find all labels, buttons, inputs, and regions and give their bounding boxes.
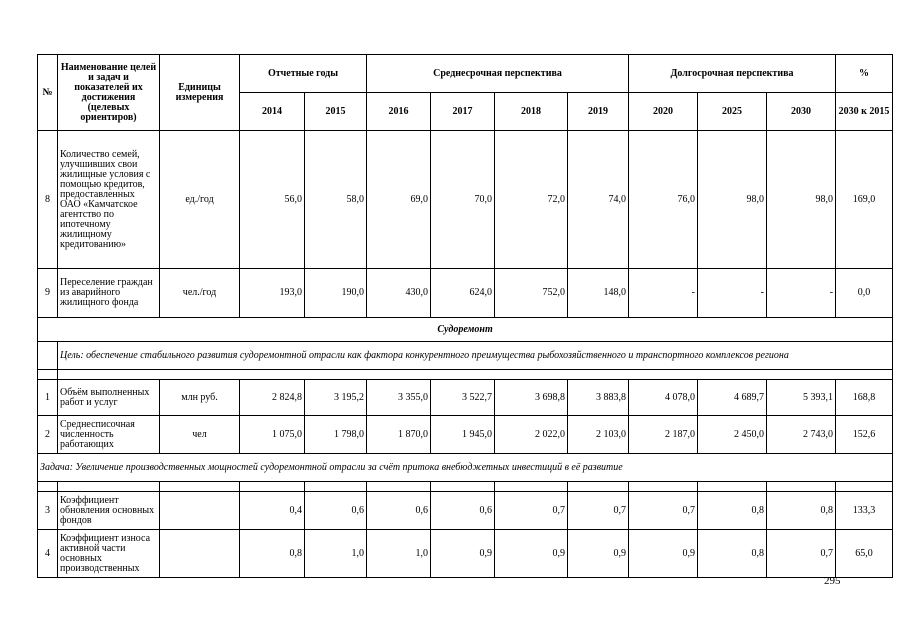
value-cell: 0,6 — [431, 492, 495, 530]
spacer-row — [38, 370, 893, 380]
value-cell: 1,0 — [305, 530, 367, 578]
indicator-unit — [160, 530, 240, 578]
value-cell: 193,0 — [240, 269, 305, 318]
header-indicator-name: Наименование целей и задач и показателей их достижения (целевых ориентиров) — [58, 55, 160, 131]
indicator-name: Коэффициент обновления основных фондов — [58, 492, 160, 530]
header-year: 2019 — [568, 93, 629, 131]
table-row — [38, 131, 893, 269]
percent-cell: 133,3 — [836, 492, 893, 530]
indicator-name: Количество семей, улучшивших свои жилищные условия с помощью кредитов, предоставленных ОАО «Камчатское агентство по ипотечному жилищному кредитованию» — [58, 131, 160, 269]
value-cell: 3 883,8 — [568, 380, 629, 416]
percent-cell: 152,6 — [836, 416, 893, 454]
header-year: 2020 — [629, 93, 698, 131]
value-cell: 430,0 — [367, 269, 431, 318]
table-row — [38, 530, 893, 578]
value-cell: 752,0 — [495, 269, 568, 318]
value-cell: 98,0 — [767, 131, 836, 269]
value-cell: 0,6 — [367, 492, 431, 530]
table-row — [38, 269, 893, 318]
value-cell: - — [629, 269, 698, 318]
value-cell: 1 945,0 — [431, 416, 495, 454]
value-cell: 190,0 — [305, 269, 367, 318]
value-cell: 58,0 — [305, 131, 367, 269]
value-cell: 70,0 — [431, 131, 495, 269]
value-cell: 1 870,0 — [367, 416, 431, 454]
value-cell: 0,7 — [767, 530, 836, 578]
percent-cell: 0,0 — [836, 269, 893, 318]
value-cell: 0,9 — [431, 530, 495, 578]
value-cell: 148,0 — [568, 269, 629, 318]
value-cell: 0,8 — [240, 530, 305, 578]
value-cell: 72,0 — [495, 131, 568, 269]
value-cell: 0,6 — [305, 492, 367, 530]
value-cell: 74,0 — [568, 131, 629, 269]
header-long-term: Долгосрочная перспектива — [629, 55, 836, 93]
percent-cell: 168,8 — [836, 380, 893, 416]
value-cell: 0,9 — [495, 530, 568, 578]
table-row — [38, 492, 893, 530]
goal-text: Цель: обеспечение стабильного развития судоремонтной отрасли как фактора конкурентного преимущества рыбохозяйственного и транспортного комплексов региона — [58, 342, 893, 370]
value-cell: 0,7 — [629, 492, 698, 530]
value-cell: 4 078,0 — [629, 380, 698, 416]
section-row — [38, 318, 893, 342]
header-reported-years: Отчетные годы — [240, 55, 367, 93]
header-percent: % — [836, 55, 893, 93]
header-medium-term: Среднесрочная перспектива — [367, 55, 629, 93]
value-cell: 0,8 — [698, 492, 767, 530]
header-year: 2016 — [367, 93, 431, 131]
header-year: 2030 — [767, 93, 836, 131]
indicator-unit: ед./год — [160, 131, 240, 269]
row-number: 9 — [38, 269, 58, 318]
value-cell: 3 698,8 — [495, 380, 568, 416]
indicators-table — [37, 54, 893, 578]
value-cell: 4 689,7 — [698, 380, 767, 416]
value-cell: 0,7 — [495, 492, 568, 530]
value-cell: 0,9 — [629, 530, 698, 578]
header-number: № — [38, 55, 58, 131]
row-number: 2 — [38, 416, 58, 454]
value-cell: 0,9 — [568, 530, 629, 578]
header-percent-sub: 2030 к 2015 — [836, 93, 893, 131]
value-cell: 2 187,0 — [629, 416, 698, 454]
header-year: 2017 — [431, 93, 495, 131]
value-cell: 0,8 — [767, 492, 836, 530]
value-cell: 3 195,2 — [305, 380, 367, 416]
spacer-row — [38, 482, 893, 492]
indicator-name: Объём выполненных работ и услуг — [58, 380, 160, 416]
value-cell: 2 022,0 — [495, 416, 568, 454]
value-cell: 76,0 — [629, 131, 698, 269]
header-year: 2018 — [495, 93, 568, 131]
value-cell: - — [698, 269, 767, 318]
value-cell: 2 743,0 — [767, 416, 836, 454]
value-cell: - — [767, 269, 836, 318]
value-cell: 2 450,0 — [698, 416, 767, 454]
header-year: 2025 — [698, 93, 767, 131]
indicator-unit — [160, 492, 240, 530]
value-cell: 2 103,0 — [568, 416, 629, 454]
task-row — [38, 454, 893, 482]
header-year: 2014 — [240, 93, 305, 131]
header-year: 2015 — [305, 93, 367, 131]
value-cell: 5 393,1 — [767, 380, 836, 416]
table-row — [38, 416, 893, 454]
row-number: 3 — [38, 492, 58, 530]
value-cell: 0,8 — [698, 530, 767, 578]
value-cell: 3 522,7 — [431, 380, 495, 416]
value-cell: 98,0 — [698, 131, 767, 269]
row-number: 1 — [38, 380, 58, 416]
value-cell: 56,0 — [240, 131, 305, 269]
task-text: Задача: Увеличение производственных мощностей судоремонтной отрасли за счёт притока внебюджетных инвестиций в её развитие — [38, 454, 893, 482]
indicator-name: Переселение граждан из аварийного жилищного фонда — [58, 269, 160, 318]
percent-cell: 65,0 — [836, 530, 893, 578]
page-number: 295 — [824, 575, 841, 587]
value-cell: 69,0 — [367, 131, 431, 269]
indicator-unit: чел — [160, 416, 240, 454]
value-cell: 1 798,0 — [305, 416, 367, 454]
indicator-unit: млн руб. — [160, 380, 240, 416]
table-row — [38, 380, 893, 416]
indicator-unit: чел./год — [160, 269, 240, 318]
value-cell: 1,0 — [367, 530, 431, 578]
value-cell: 3 355,0 — [367, 380, 431, 416]
goal-row — [38, 342, 893, 370]
indicator-name: Среднесписочная численность работающих — [58, 416, 160, 454]
value-cell: 2 824,8 — [240, 380, 305, 416]
value-cell: 0,4 — [240, 492, 305, 530]
section-title: Судоремонт — [38, 318, 893, 342]
row-number: 4 — [38, 530, 58, 578]
percent-cell: 169,0 — [836, 131, 893, 269]
header-unit: Единицы измерения — [160, 55, 240, 131]
indicator-name: Коэффициент износа активной части основных производственных — [58, 530, 160, 578]
row-number: 8 — [38, 131, 58, 269]
value-cell: 1 075,0 — [240, 416, 305, 454]
value-cell: 0,7 — [568, 492, 629, 530]
value-cell: 624,0 — [431, 269, 495, 318]
